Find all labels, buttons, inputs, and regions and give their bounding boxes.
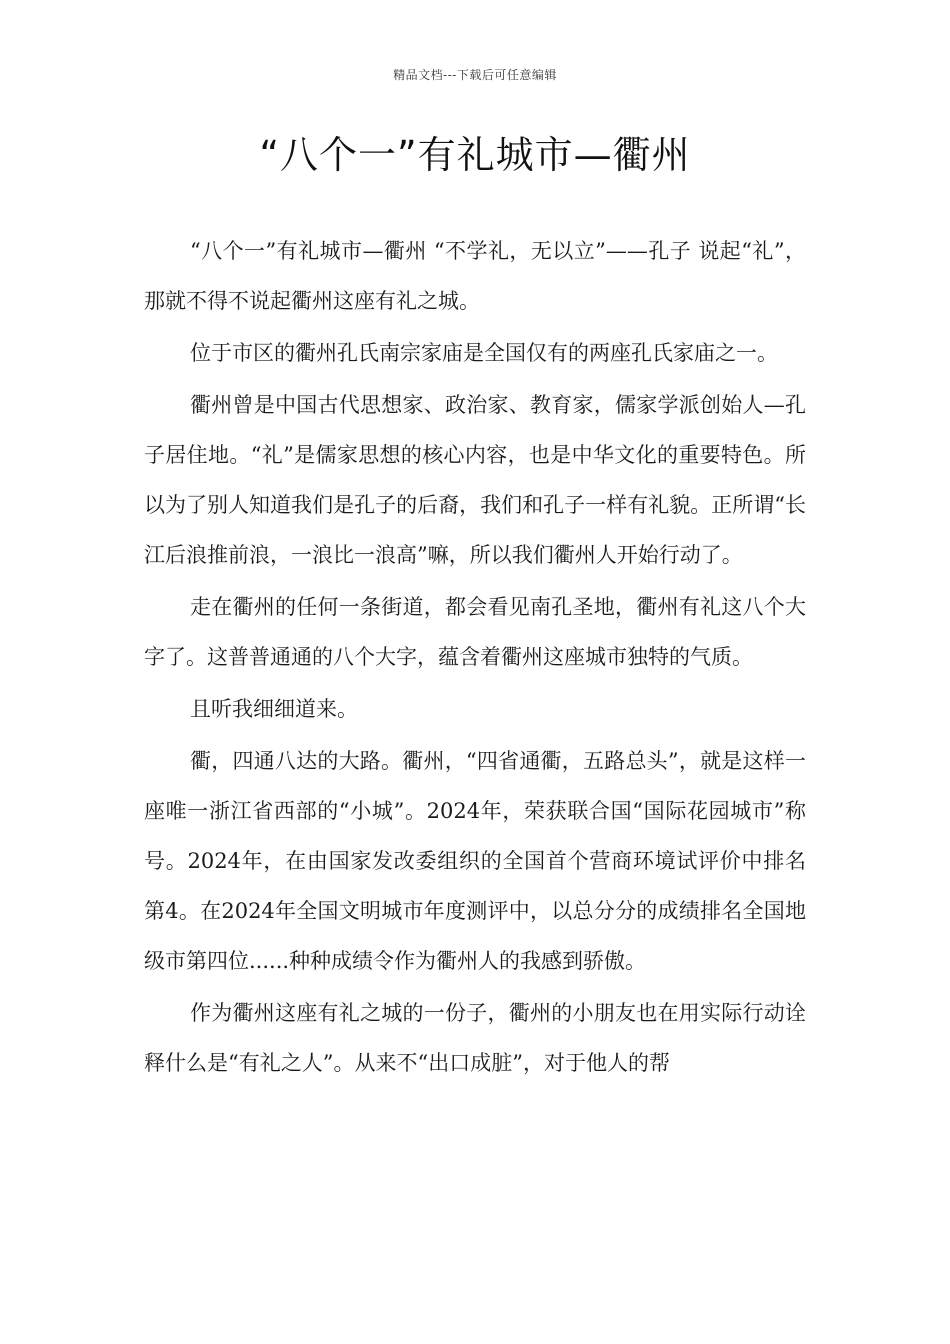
paragraph: 衢，四通八达的大路。衢州，“四省通衢，五路总头”，就是这样一座唯一浙江省西部的“小城”。2024年，荣获联合国“国际花园城市”称号。2024年，在由国家发改委组织的全国首个营商环境试评价中排名第4。在2024年全国文明城市年度测评中，以总分分的成绩排名全国地级市第四位......种种成绩令作为衢州人的我感到骄傲。 [144,749,806,973]
paragraph: 位于市区的衢州孔氏南宗家庙是全国仅有的两座孔氏家庙之一。 [190,341,778,365]
document-title: “八个一”有礼城市—衢州 [259,133,691,177]
paragraph: “八个一”有礼城市—衢州 “不学礼，无以立”——孔子 说起“礼”，那就不得不说起衢州这座有礼之城。 [144,239,806,313]
paragraph: 衢州曾是中国古代思想家、政治家、教育家，儒家学派创始人—孔子居住地。“礼”是儒家思想的核心内容，也是中华文化的重要特色。所以为了别人知道我们是孔子的后裔，我们和孔子一样有礼貌。正所谓“长江后浪推前浪，一浪比一浪高”嘛，所以我们衢州人开始行动了。 [144,393,806,567]
page-header: 精品文档---下载后可任意编辑 [393,68,557,82]
document-body [144,226,806,1090]
paragraph: 且听我细细道来。 [190,697,358,721]
paragraph: 作为衢州这座有礼之城的一份子，衢州的小朋友也在用实际行动诠释什么是“有礼之人”。从来不“出口成脏”，对于他人的帮 [144,1001,806,1075]
paragraph: 走在衢州的任何一条街道，都会看见南孔圣地，衢州有礼这八个大字了。这普普通通的八个大字，蕴含着衢州这座城市独特的气质。 [144,595,806,669]
